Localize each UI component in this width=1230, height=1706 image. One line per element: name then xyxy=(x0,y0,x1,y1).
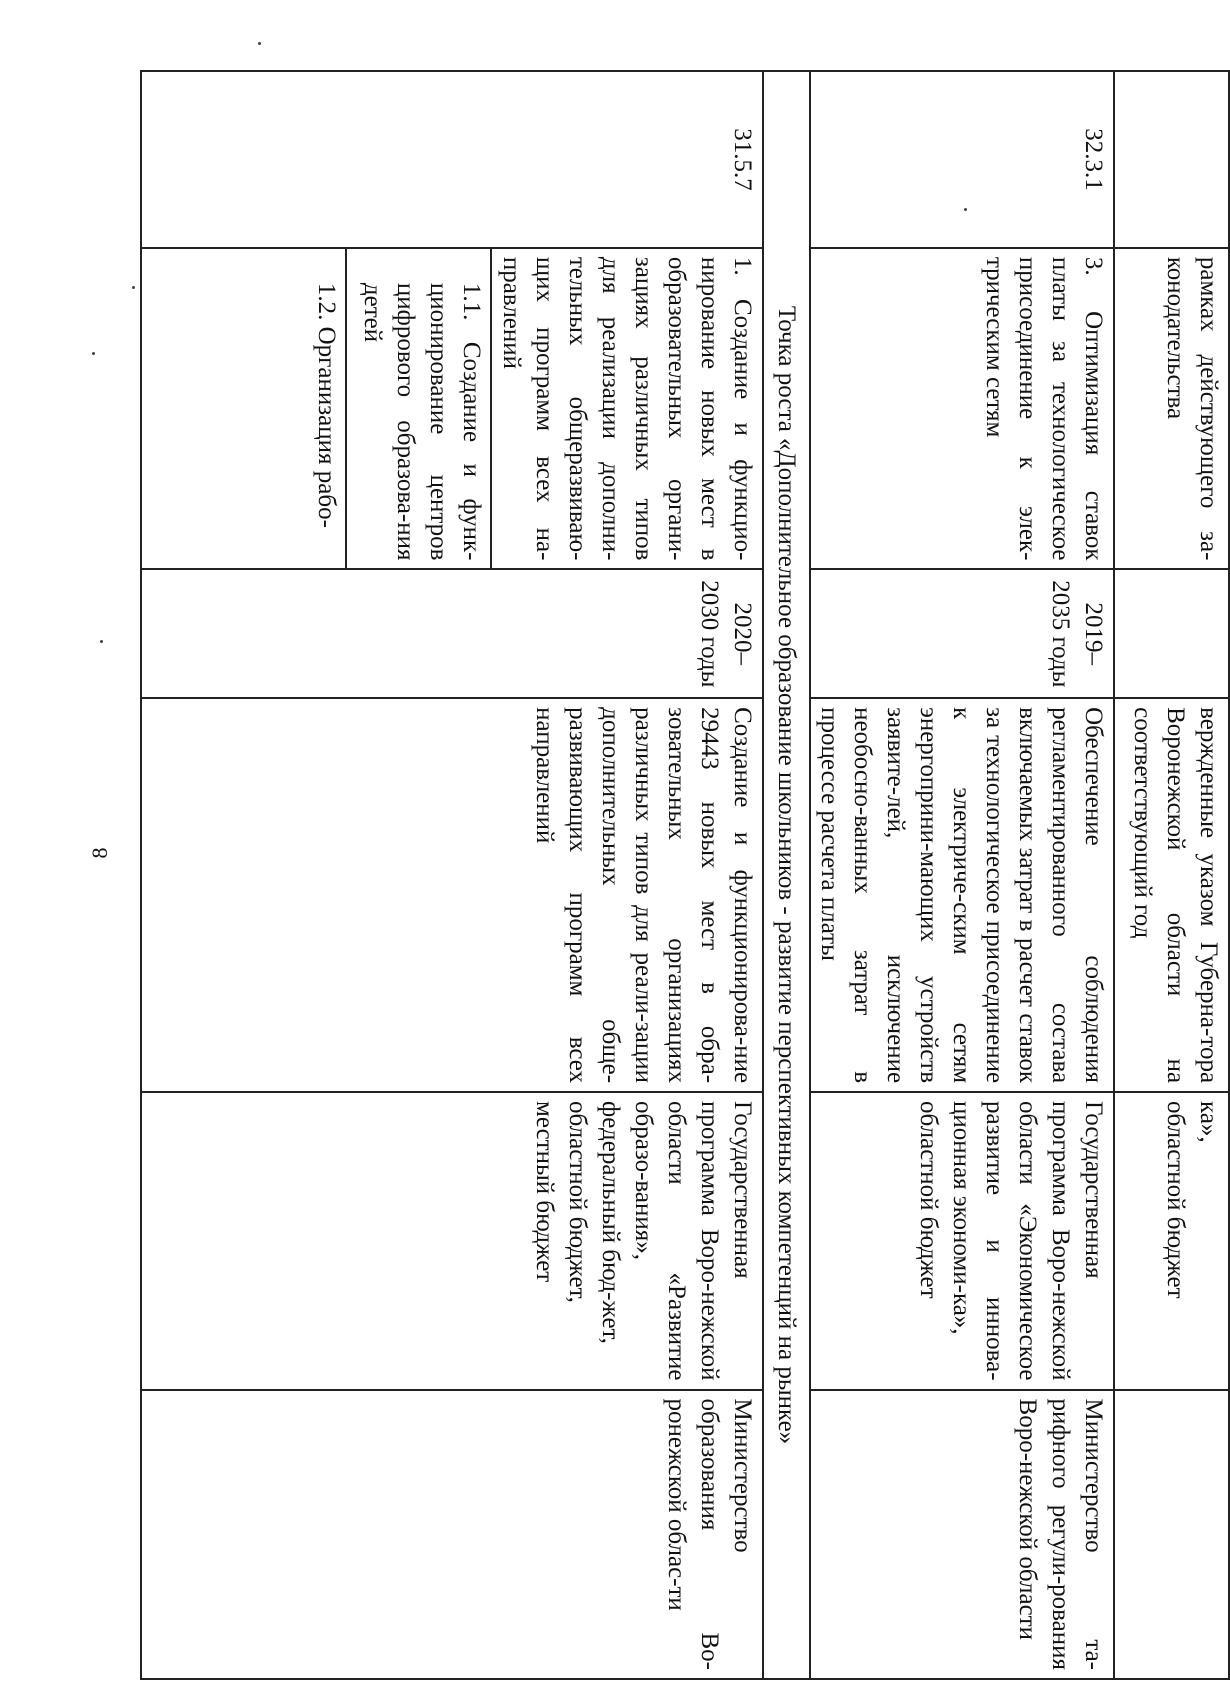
table-row xyxy=(1114,71,1229,1679)
scan-speck xyxy=(92,352,95,355)
measure-cell: 3. Оптимизация ставок платы за технологическое присоединение к элек-трическим сетям xyxy=(810,248,1114,570)
period-cell: 2020–2030 годы xyxy=(141,569,763,698)
measure-cell xyxy=(1114,248,1229,570)
table-row xyxy=(141,71,763,1679)
measure-text: рамках действующего за-конодательства xyxy=(1162,256,1222,561)
row-number-cell xyxy=(1114,71,1229,248)
page-number: 8 xyxy=(87,847,112,859)
scan-speck xyxy=(132,286,135,289)
measure-subitem: 1.1. Создание и функ-ционирование центров цифрового образова-ния детей xyxy=(346,249,491,569)
rotated-table-sheet xyxy=(140,70,1230,1680)
source-cell: Государственная программа Воро-нежской области «Экономическое развитие и иннова-ционная экономи-ка», областной бюджет xyxy=(810,1092,1114,1389)
measures-table xyxy=(140,70,1230,1680)
measure-subitem: 1.2. Организация рабо- xyxy=(142,249,346,569)
result-cell: вержденные указом Губерна-тора Воронежской области на соответствующий год xyxy=(1114,698,1229,1092)
section-header-row xyxy=(763,71,810,1679)
result-cell: Обеспечение соблюдения регламентированного состава включаемых затрат в расчет ставок за технологическое присоединение к электриче-ским сетям энергоприни-мающих устройств заявите-лей, исключение необосно-ванных затрат в процессе расчета платы xyxy=(810,698,1114,1092)
row-number-cell: 32.3.1 xyxy=(810,71,1114,248)
period-cell: 2019–2035 годы xyxy=(810,569,1114,698)
source-cell: ка», областной бюджет xyxy=(1114,1092,1229,1389)
executor-cell: Министерство та-рифного регули-рования Воро-нежской области xyxy=(810,1390,1114,1679)
row-number-cell: 31.5.7 xyxy=(141,71,763,248)
table-row xyxy=(810,71,1114,1679)
executor-cell: Министерство образования Во-ронежской облас-ти xyxy=(141,1390,763,1679)
scan-speck xyxy=(100,640,103,643)
measure-cell xyxy=(141,248,763,570)
measure-subitems xyxy=(142,249,762,569)
period-cell xyxy=(1114,569,1229,698)
measure-main-text: 1. Создание и функцио-нирование новых мест в образовательных органи-зациях различных типов для реализации дополни-тельных общеразвиваю-щих программ всех на-правлений xyxy=(498,256,756,561)
scan-speck xyxy=(258,42,261,45)
result-cell: Создание и функционирова-ние 29443 новых мест в обра-зовательных организациях различных типов для реали-зации дополнительных обще-развивающих программ всех направлений xyxy=(141,698,763,1092)
source-cell: Государственная программа Воро-нежской области «Развитие образо-вания», федеральный бюд-жет, областной бюджет, местный бюджет xyxy=(141,1092,763,1389)
executor-cell xyxy=(1114,1390,1229,1679)
section-title: Точка роста «Дополнительное образование школьников - развитие перспективных компетенций на рынке» xyxy=(763,71,810,1679)
